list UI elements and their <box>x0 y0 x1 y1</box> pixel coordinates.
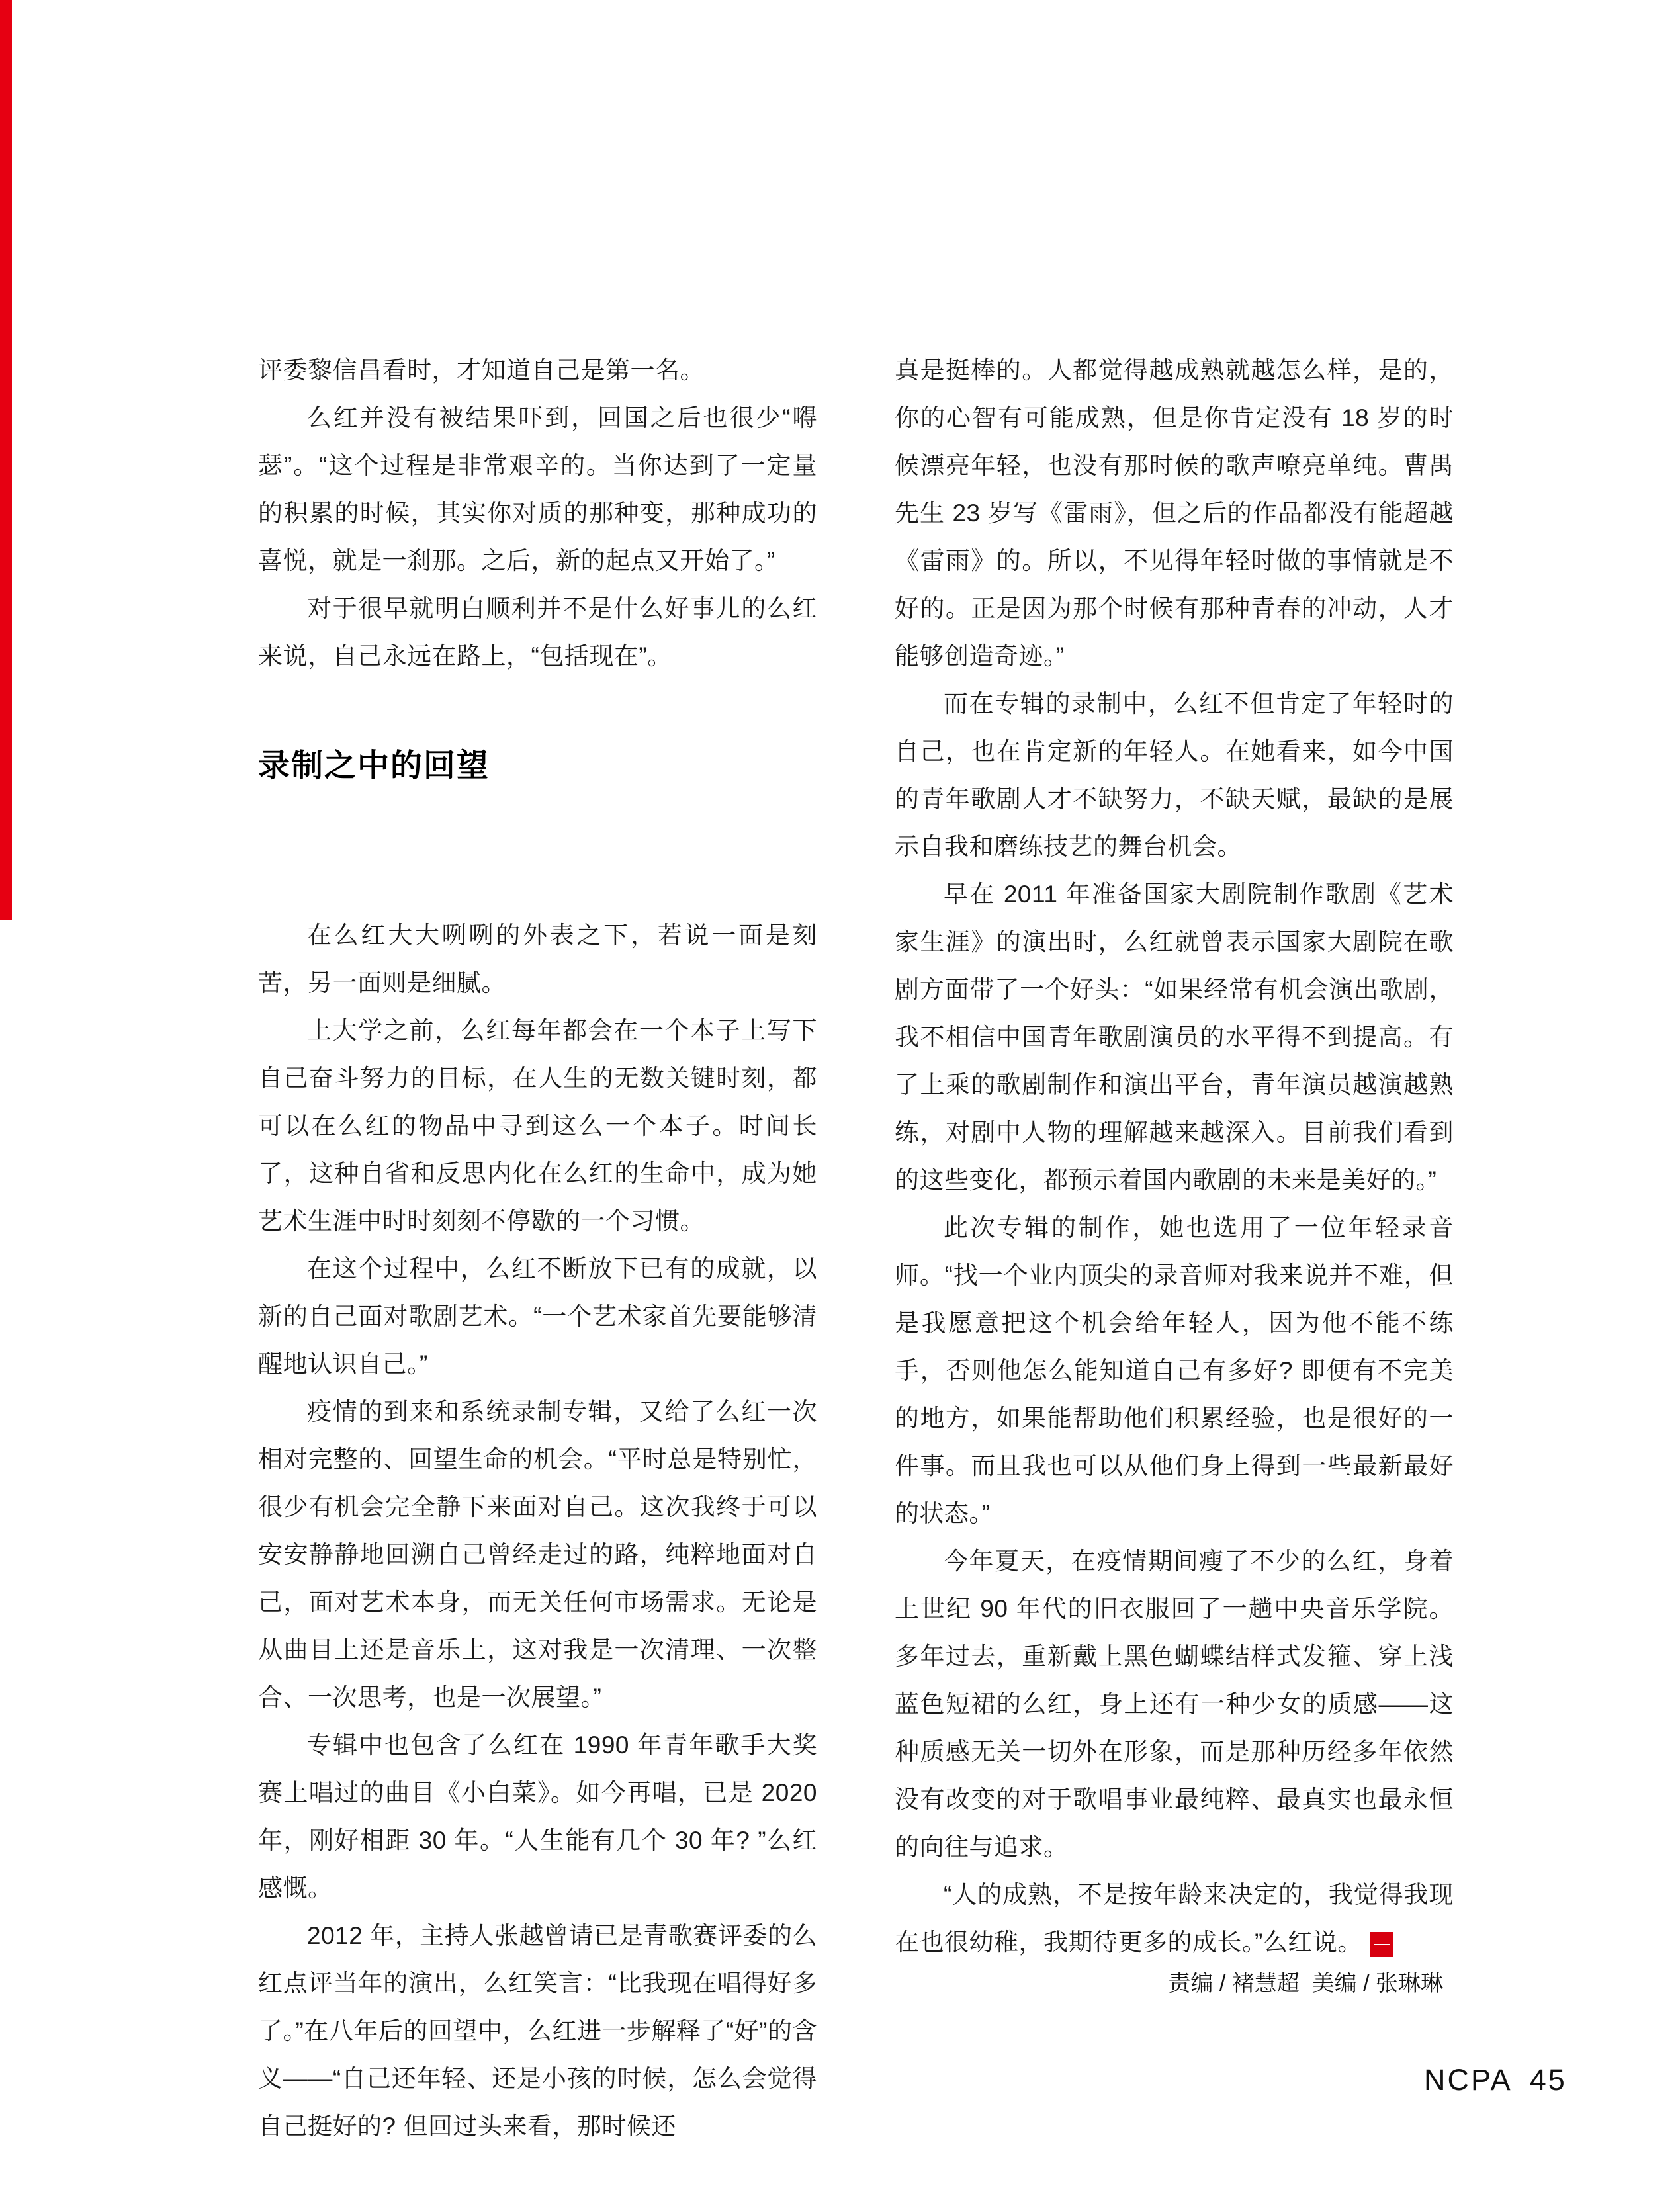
end-mark-line1: NC <box>1374 1932 1390 1945</box>
footer-page-number: 45 <box>1529 2063 1567 2097</box>
left-column <box>258 347 817 2150</box>
paragraph: 而在专辑的录制中，么红不但肯定了年轻时的自己，也在肯定新的年轻人。在她看来，如今中国的青年歌剧人才不缺努力，不缺天赋，最缺的是展示自我和磨练技艺的舞台机会。 <box>895 690 1454 860</box>
paragraph: 上大学之前，么红每年都会在一个本子上写下自己奋斗努力的目标，在人生的无数关键时刻，都可以在么红的物品中寻到这么一个本子。时间长了，这种自省和反思内化在么红的生命中，成为她艺术生涯中时时刻刻不停歇的一个习惯。 <box>258 1017 817 1235</box>
paragraph: 么红并没有被结果吓到，回国之后也很少“嘚瑟”。“这个过程是非常艰辛的。当你达到了一定量的积累的时候，其实你对质的那种变，那种成功的喜悦，就是一刹那。之后，新的起点又开始了。” <box>258 404 817 574</box>
page-edge-accent-bar <box>0 0 12 920</box>
page-footer <box>1424 2063 1567 2097</box>
paragraph: 真是挺棒的。人都觉得越成熟就越怎么样，是的，你的心智有可能成熟，但是你肯定没有 18 岁的时候漂亮年轻，也没有那时候的歌声嘹亮单纯。曹禺先生 23 岁写《雷雨》，但之后的作品都没有能超越《雷雨》的。所以，不见得年轻时做的事情就是不好的。正是因为那个时候有那种青春的冲动，人才能够创造奇迹。” <box>895 357 1454 670</box>
paragraph: 今年夏天，在疫情期间瘦了不少的么红，身着上世纪 90 年代的旧衣服回了一趟中央音乐学院。多年过去，重新戴上黑色蝴蝶结样式发箍、穿上浅蓝色短裙的么红，身上还有一种少女的质感——这种质感无关一切外在形象，而是那种历经多年依然没有改变的对于歌唱事业最纯粹、最真实也最永恒的向往与追求。 <box>895 1548 1454 1860</box>
paragraph: 疫情的到来和系统录制专辑，又给了么红一次相对完整的、回望生命的机会。“平时总是特别忙，很少有机会完全静下来面对自己。这次我终于可以安安静静地回溯自己曾经走过的路，纯粹地面对自己，面对艺术本身，而无关任何市场需求。无论是从曲目上还是音乐上，这对我是一次清理、一次整合、一次思考，也是一次展望。” <box>258 1398 817 1711</box>
section-heading: 录制之中的回望 <box>258 748 490 783</box>
ncpa-end-mark-icon <box>1370 1932 1436 1957</box>
paragraph: 早在 2011 年准备国家大剧院制作歌剧《艺术家生涯》的演出时，么红就曾表示国家大剧院在歌剧方面带了一个好头：“如果经常有机会演出歌剧，我不相信中国青年歌剧演员的水平得不到提高。有了上乘的歌剧制作和演出平台，青年演员越演越熟练，对剧中人物的理解越来越深入。目前我们看到的这些变化，都预示着国内歌剧的未来是美好的。” <box>895 881 1454 1194</box>
closing-text: “人的成熟，不是按年龄来决定的，我觉得我现在也很幼稚，我期待更多的成长。”么红说。 <box>895 1881 1454 1956</box>
paragraph: 在么红大大咧咧的外表之下，若说一面是刻苦，另一面则是细腻。 <box>258 922 817 996</box>
left-column-intro <box>258 347 817 680</box>
left-column-body <box>258 912 817 2150</box>
right-column-body <box>895 347 1454 1871</box>
right-column <box>895 347 1454 1966</box>
paragraph: 在这个过程中，么红不断放下已有的成就，以新的自己面对歌剧艺术。“一个艺术家首先要能够清醒地认识自己。” <box>258 1255 817 1378</box>
paragraph: 评委黎信昌看时，才知道自己是第一名。 <box>258 357 705 384</box>
footer-brand: NCPA <box>1424 2063 1513 2097</box>
paragraph: 此次专辑的制作，她也选用了一位年轻录音师。“找一个业内顶尖的录音师对我来说并不难，但是我愿意把这个机会给年轻人，因为他不能不练手，否则他怎么能知道自己有多好? 即便有不完美的地方，如果能帮助他们积累经验，也是很好的一件事。而且我也可以从他们身上得到一些最新最好的状态。” <box>895 1214 1454 1527</box>
paragraph: 对于很早就明白顺利并不是什么好事儿的么红来说，自己永远在路上，“包括现在”。 <box>258 595 817 670</box>
paragraph: 2012 年，主持人张越曾请已是青歌赛评委的么红点评当年的演出，么红笑言：“比我现在唱得好多了。”在八年后的回望中，么红进一步解释了“好”的含义——“自己还年轻、还是小孩的时候，怎么会觉得自己挺好的? 但回过头来看，那时候还 <box>258 1922 817 2140</box>
end-mark-line2: PA <box>1422 1945 1435 1955</box>
editor-credits: 责编 / 褚慧超 美编 / 张琳琳 <box>1168 1971 1443 1996</box>
paragraph: 专辑中也包含了么红在 1990 年青年歌手大奖赛上唱过的曲目《小白菜》。如今再唱，已是 2020 年，刚好相距 30 年。“人生能有几个 30 年? ”么红感慨。 <box>258 1731 817 1902</box>
closing-paragraph <box>895 1871 1454 1966</box>
